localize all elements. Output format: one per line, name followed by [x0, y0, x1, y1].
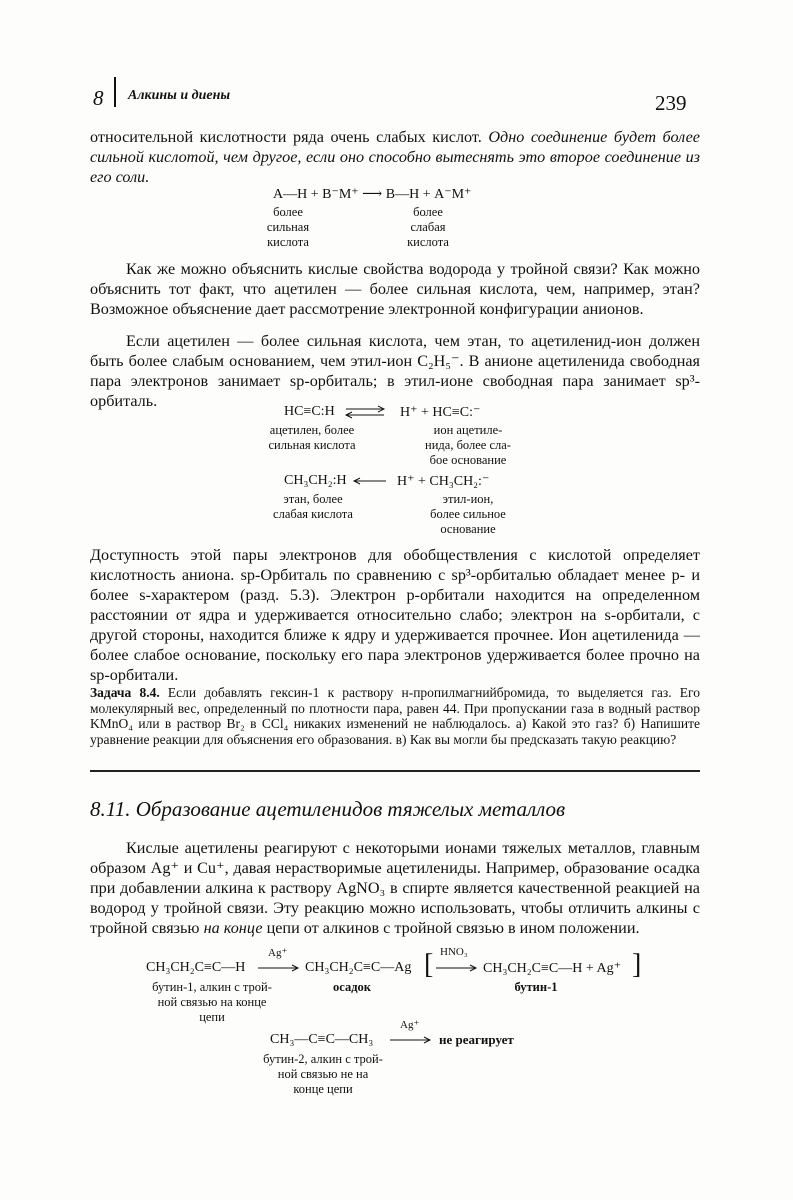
label-ethyl-stronger-base: этил-ион, более сильное основание [430, 492, 506, 536]
equation-acid-base: А—Н + B⁻M⁺ ⟶ В—Н + A⁻M⁺ [273, 187, 472, 202]
reagent-hno3: HNO₃ [440, 946, 468, 958]
chapter-number: 8 [93, 86, 104, 110]
reactant-butyne-1: CH₃CH₂C≡C—H [146, 960, 246, 975]
section-heading: 8.11. Образование ацетиленидов тяжелых металлов [90, 797, 566, 821]
paragraph-text: цепи от алкинов с тройной связью в ином положении. [262, 919, 640, 937]
right-bracket-icon: ] [632, 949, 642, 980]
equation-ethane-left: CH₃CH₂:H [284, 473, 347, 488]
label-acetylide-weaker-base: ион ацетиле- нида, более сла- бое основание [425, 423, 511, 467]
equilibrium-arrow-icon [340, 404, 390, 420]
reaction-arrow-icon [256, 961, 302, 975]
paragraph-anion-explanation: Если ацетилен — более сильная кислота, чем этан, то ацетиленид-ион должен быть более слабым основанием, чем этил-ион C₂H₅⁻. В анионе ацетиленида свободная пара электронов занимает sp-орбиталь; в этил-ионе свободная пара занимает sp³-орбиталь. [90, 332, 700, 410]
reactant-butyne-2: CH₃—C≡C—CH₃ [270, 1032, 374, 1047]
label-butyne-1-terminal: бутин-1, алкин с трой- ной связью на конце цепи [152, 980, 272, 1024]
header-divider [114, 77, 116, 107]
paragraph-text: Кислые ацетилены реагируют с некоторыми ионами тяжелых металлов, главным образом Ag⁺ и Cu⁺, давая нерастворимые ацетилениды. Например, образование осадка при добавлении алкина к раствору AgNO₃ в спирте является качественной реакцией на водород у тройной связи. Эту реакцию можно использовать, чтобы отличить алкины с тройной связью [90, 839, 700, 937]
label-butyne-1: бутин-1 [514, 980, 558, 994]
label-butyne-2-internal: бутин-2, алкин с трой- ной связью не на конце цепи [263, 1052, 383, 1096]
reagent-ag: Ag⁺ [400, 1019, 420, 1031]
paragraph-orbital-character: Доступность этой пары электронов для обобществления с кислотой определяет кислотность аниона. sp-Орбиталь по сравнению с sp³-орбиталью обладает менее p- и более s-характером (разд. 5.3). Электрон p-орбитали находится на определенном расстоянии от ядра и удерживается относительно слабо; электрон на s-орбитали, с другой стороны, находится ближе к ядру и удерживается прочнее. Ион ацетиленида — более слабое основание, поскольку его пара электронов удерживается более прочно на sp-орбитали. [90, 546, 700, 684]
problem-label: Задача 8.4. [90, 685, 160, 700]
problem-text: Если добавлять гексин-1 к раствору н-пропилмагнийбромида, то выделяется газ. Его молекулярный вес, определенный по плотности пара, равен 44. При пропускании газа в водный раствор KMnO₄ или в раствор Br₂ в CCl₄ никаких изменений не наблюдалось. а) Какой это газ? б) Напишите уравнение реакции для объяснения его образования. в) Как вы могли бы предсказать такую реакцию? [90, 685, 701, 747]
equation-acetylene-right: H⁺ + HC≡C:⁻ [400, 405, 481, 420]
paragraph-heavy-metal-acetylides [90, 838, 700, 938]
product-butyne-1-regenerated: CH₃CH₂C≡C—H + Ag⁺ [483, 961, 621, 976]
page-number: 239 [655, 91, 687, 115]
paragraph-question: Как же можно объяснить кислые свойства водорода у тройной связи? Как можно объяснить тот факт, что ацетилен — более сильная кислота, чем, например, этан? Возможное объяснение дает рассмотрение электронной конфигурации анионов. [90, 260, 700, 318]
paragraph-italic-term: на конце [203, 919, 263, 937]
paragraph-acidity-rule [90, 127, 700, 187]
equation-ethane-right: H⁺ + CH₃CH₂:⁻ [397, 474, 490, 489]
reaction-arrow-icon [434, 961, 480, 975]
equation-acetylene-left: HC≡C:H [284, 404, 335, 419]
label-acetylene-stronger-acid: ацетилен, более сильная кислота [268, 423, 356, 452]
reaction-arrow-icon [388, 1033, 434, 1047]
reagent-ag: Ag⁺ [268, 947, 288, 959]
chapter-title: Алкины и диены [128, 88, 231, 103]
problem-8-4 [90, 685, 700, 747]
label-ethane-weaker-acid: этан, более слабая кислота [273, 492, 353, 521]
left-bracket-icon: [ [424, 949, 434, 980]
paragraph-text: относительной кислотности ряда очень слабых кислот. [90, 128, 489, 146]
problem-divider [90, 770, 700, 772]
reverse-arrow-icon [350, 473, 390, 489]
product-silver-acetylide: CH₃CH₂C≡C—Ag [305, 960, 412, 975]
equation-label-weaker-acid: более слабая кислота [407, 205, 449, 249]
paragraph-italic-rule: Одно соединение будет более сильной кислотой, чем другое, если оно способно вытеснять это второе соединение из его соли. [90, 128, 700, 186]
no-reaction-text: не реагирует [439, 1032, 514, 1047]
equation-label-stronger-acid: более сильная кислота [266, 205, 310, 249]
label-precipitate: осадок [333, 980, 371, 994]
